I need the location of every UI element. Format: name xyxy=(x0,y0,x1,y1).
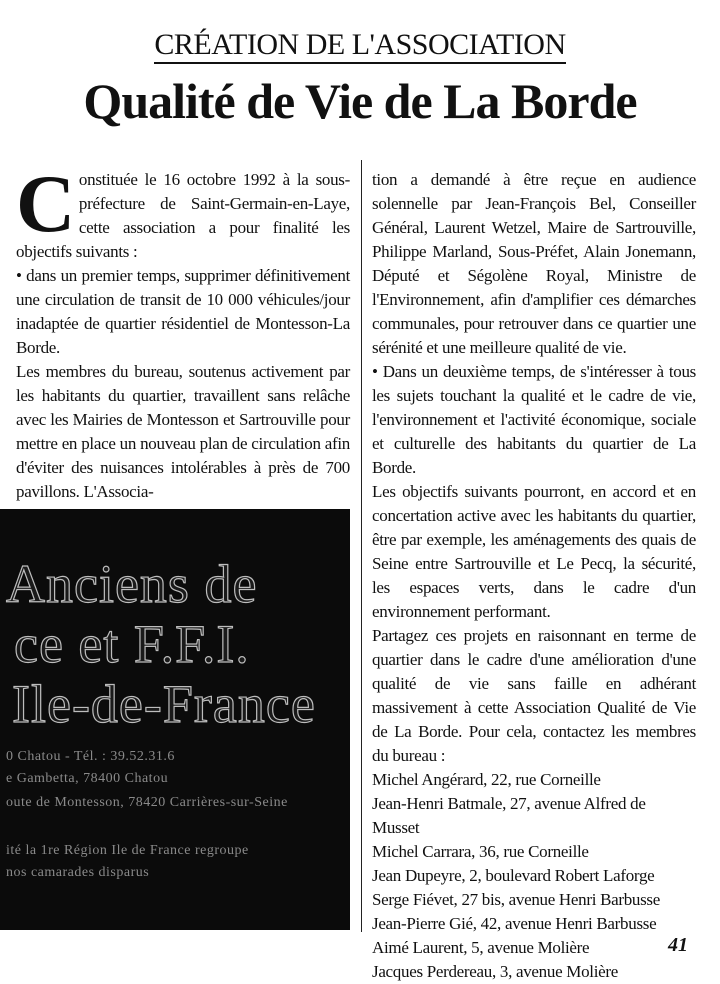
left-column xyxy=(16,158,350,504)
column-divider xyxy=(361,160,362,932)
page-number: 41 xyxy=(668,934,688,956)
paragraph: • dans un premier temps, supprimer définitivement une circulation de transit de 10 000 véhicules/jour inadaptée de quartier résidentiel de Montesson-La Borde. xyxy=(16,266,350,357)
intro-paragraph: Constituée le 16 octobre 1992 à la sous-préfecture de Saint-Germain-en-Laye, cette association a pour finalité les objectifs suivants : xyxy=(16,158,350,261)
member-entry: Jean-Pierre Gié, 42, avenue Henri Barbusse xyxy=(372,914,657,933)
member-entry: Jean Dupeyre, 2, boulevard Robert Laforge xyxy=(372,866,655,885)
plaque-line: e Gambetta, 78400 Chatou xyxy=(6,771,169,786)
plaque-line: oute de Montesson, 78420 Carrières-sur-Seine xyxy=(6,795,288,810)
plaque-line: nos camarades disparus xyxy=(6,865,150,880)
drop-cap: C xyxy=(16,158,75,249)
paragraph: Partagez ces projets en raisonnant en terme de quartier dans le cadre d'une amélioration d'une qualité de vie sans faille en adhérant massivement à cette Association Qualité de Vie de La Borde. Pour cela, contactez les membres du bureau : xyxy=(372,626,696,765)
member-entry: Aimé Laurent, 5, avenue Molière xyxy=(372,938,590,957)
member-entry: Jean-Henri Batmale, 27, avenue Alfred de Musset xyxy=(372,794,646,837)
plaque-line: ité la 1re Région Ile de France regroupe xyxy=(6,843,249,858)
plaque-line: Anciens de xyxy=(6,554,258,614)
member-entry: Jacques Perdereau, 3, avenue Molière xyxy=(372,962,618,981)
plaque-line: Ile-de-France xyxy=(12,674,316,734)
plaque-line: 0 Chatou - Tél. : 39.52.31.6 xyxy=(6,749,175,764)
member-entry: Michel Carrara, 36, rue Corneille xyxy=(372,842,589,861)
plaque-line: ce et F.F.I. xyxy=(14,614,250,674)
paragraph: tion a demandé à être reçue en audience solennelle par Jean-François Bel, Conseiller Général, Laurent Wetzel, Maire de Sartrouville, Philippe Marland, Sous-Préfet, Alain Jonemann, Député et Ségolène Royal, Ministre de l'Environnement, afin d'amplifier ces démarches communales, pour retrouver dans ce quartier une sérénité et une meilleure qualité de vie. xyxy=(372,170,696,357)
member-entry: Serge Fiévet, 27 bis, avenue Henri Barbusse xyxy=(372,890,660,909)
paragraph: Les objectifs suivants pourront, en accord et en concertation active avec les habitants du quartier, être par exemple, les aménagements des quais de Seine entre Sartrouville et Le Pecq, la sécurité, les espaces verts, dans le cadre d'un environnement performant. xyxy=(372,482,696,621)
section-kicker: CRÉATION DE L'ASSOCIATION xyxy=(0,28,720,62)
member-list xyxy=(372,768,696,984)
right-column xyxy=(372,168,696,984)
memorial-plaque-photo xyxy=(0,509,350,930)
paragraph: Les membres du bureau, soutenus activement par les habitants du quartier, travaillent sans relâche avec les Mairies de Montesson et Sartrouville pour mettre en place un nouveau plan de circulation afin d'éviter des nuisances intolérables à près de 700 pavillons. L'Associa- xyxy=(16,362,350,501)
member-entry: Michel Angérard, 22, rue Corneille xyxy=(372,770,601,789)
paragraph: • Dans un deuxième temps, de s'intéresser à tous les sujets touchant la qualité et le cadre de vie, l'environnement et l'activité économique, sociale et culturelle des habitants du quartier de La Borde. xyxy=(372,362,696,477)
article-title: Qualité de Vie de La Borde xyxy=(83,73,637,129)
